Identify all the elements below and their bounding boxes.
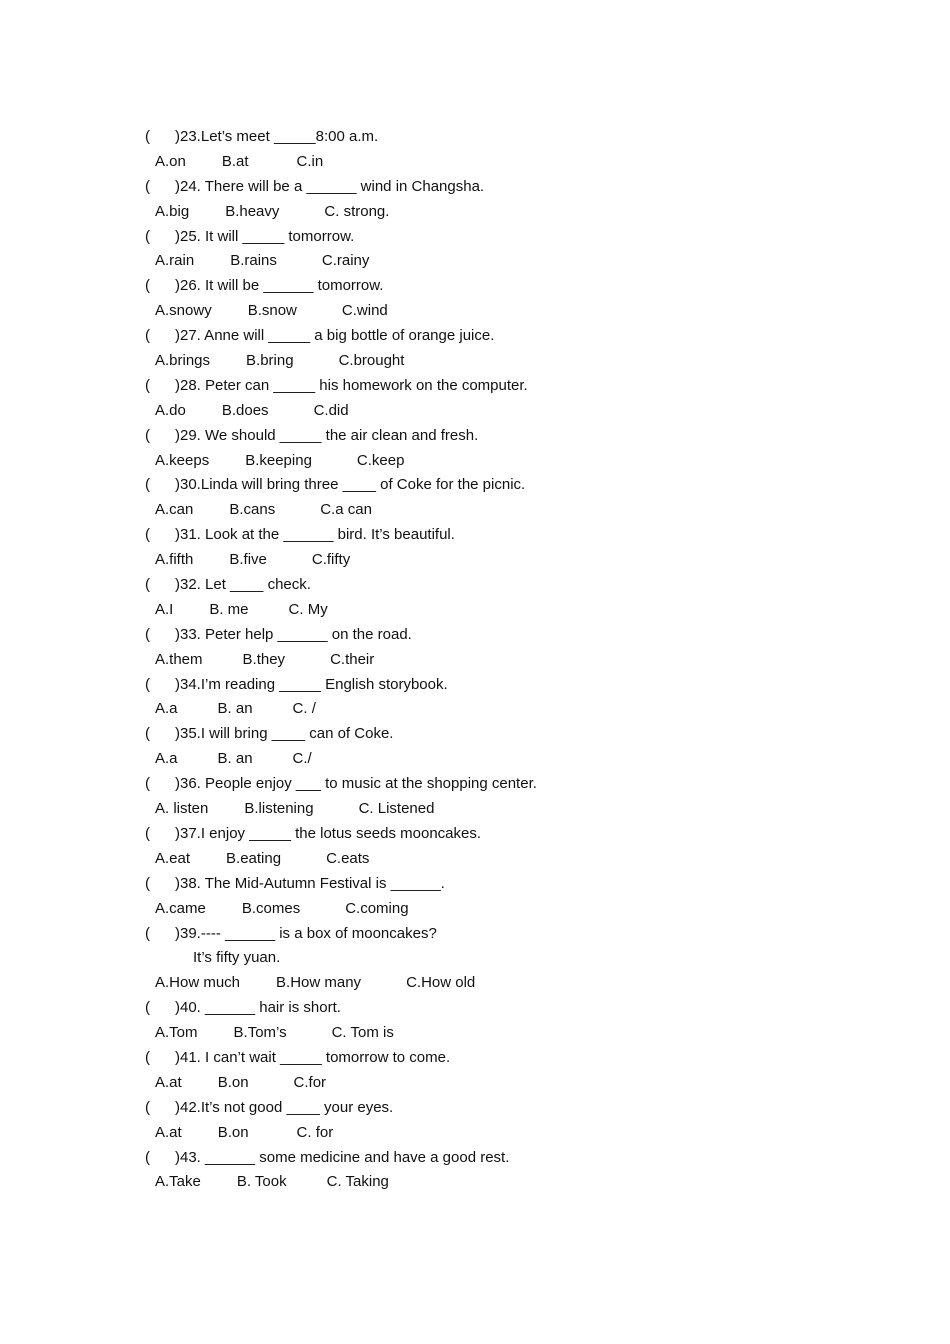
option-a: A.How much (155, 974, 241, 992)
options-row (145, 498, 845, 523)
question-text: )23.Let’s meet _____8:00 a.m. (175, 128, 379, 145)
question-text: )34.I’m reading _____ English storybook. (175, 675, 448, 693)
option-c: C.How old (406, 974, 476, 992)
option-b: B.listening (244, 800, 314, 818)
question-row (145, 473, 845, 498)
option-c: C. / (292, 700, 316, 718)
question-row (145, 274, 845, 299)
options-row (145, 1071, 845, 1096)
question-row (145, 623, 845, 648)
option-c: C.in (296, 152, 324, 170)
question-row (145, 225, 845, 250)
question-text: )31. Look at the ______ bird. It’s beautiful. (175, 526, 455, 544)
question-text: )43. ______ some medicine and have a good rest. (175, 1148, 510, 1166)
option-b: B.bring (246, 352, 294, 370)
option-c: C.did (313, 401, 349, 419)
answer-blank-paren: ( (145, 1148, 150, 1166)
question-row (145, 324, 845, 349)
option-c: C.for (293, 1073, 327, 1091)
answer-blank-paren: ( (145, 775, 150, 793)
answer-blank-paren: ( (145, 476, 150, 494)
option-b: B. me (209, 600, 249, 618)
answer-blank-paren: ( (145, 1048, 150, 1066)
options-row (145, 747, 845, 772)
answer-blank-paren: ( (145, 526, 150, 544)
answer-blank-paren: ( (145, 1098, 150, 1116)
option-a: A.on (155, 152, 186, 170)
option-c: C. Tom is (331, 1024, 394, 1042)
option-a: A.them (155, 650, 203, 668)
option-c: C. strong. (324, 202, 390, 220)
question-row (145, 125, 845, 150)
answer-blank-paren: ( (145, 874, 150, 892)
question-text: )32. Let ____ check. (175, 576, 311, 594)
option-b: B.cans (229, 501, 276, 519)
answer-blank-paren: ( (145, 675, 150, 693)
option-a: A.I (155, 600, 174, 618)
answer-blank-paren: ( (145, 227, 150, 245)
question-row (145, 772, 845, 797)
question-row (145, 722, 845, 747)
question-text: )38. The Mid-Autumn Festival is ______. (175, 874, 445, 892)
answer-blank-paren: ( (145, 277, 150, 295)
option-a: A.came (155, 899, 206, 917)
options-row (145, 1121, 845, 1146)
answer-blank-paren: ( (145, 327, 150, 345)
option-a: A.do (155, 401, 186, 419)
question-row (145, 523, 845, 548)
option-c: C. Listened (358, 800, 435, 818)
option-c: C.rainy (321, 252, 370, 270)
option-c: C.a can (320, 501, 372, 519)
option-b: B.Tom’s (233, 1024, 287, 1042)
question-text: )36. People enjoy ___ to music at the shopping center. (175, 775, 537, 793)
question-text: )41. I can’t wait _____ tomorrow to come. (175, 1048, 451, 1066)
options-row (145, 150, 845, 175)
options-row (145, 897, 845, 922)
answer-blank-paren: ( (145, 725, 150, 743)
answer-blank-paren: ( (145, 824, 150, 842)
option-c: C.eats (326, 849, 370, 867)
answer-blank-paren: ( (145, 924, 150, 942)
options-row (145, 299, 845, 324)
options-row (145, 399, 845, 424)
option-c: C.fifty (311, 551, 351, 569)
answer-blank-paren: ( (145, 128, 150, 145)
options-row (145, 349, 845, 374)
question-text: )37.I enjoy _____ the lotus seeds mooncakes. (175, 824, 482, 842)
question-row (145, 1096, 845, 1121)
question-text: )27. Anne will _____ a big bottle of orange juice. (175, 327, 495, 345)
answer-blank-paren: ( (145, 625, 150, 643)
option-a: A.keeps (155, 451, 210, 469)
answer-blank-paren: ( (145, 576, 150, 594)
options-row (145, 648, 845, 673)
option-c: C. My (288, 600, 328, 618)
question-text: )28. Peter can _____ his homework on the computer. (175, 376, 528, 394)
option-b: B.they (242, 650, 286, 668)
answer-blank-paren: ( (145, 426, 150, 444)
options-row (145, 847, 845, 872)
question-row (145, 1146, 845, 1171)
option-a: A.rain (155, 252, 195, 270)
option-a: A.snowy (155, 302, 212, 320)
options-row (145, 200, 845, 225)
option-a: A.at (155, 1073, 182, 1091)
option-b: B.heavy (225, 202, 280, 220)
question-text: )33. Peter help ______ on the road. (175, 625, 412, 643)
options-row (145, 449, 845, 474)
question-text: )30.Linda will bring three ____ of Coke for the picnic. (175, 476, 526, 494)
option-b: B.rains (230, 252, 277, 270)
question-text: )39.---- ______ is a box of mooncakes? (175, 924, 437, 942)
options-row (145, 548, 845, 573)
option-b: B.snow (247, 302, 297, 320)
option-a: A.brings (155, 352, 211, 370)
option-a: A. listen (155, 800, 209, 818)
question-row (145, 1046, 845, 1071)
question-row (145, 822, 845, 847)
option-a: A.Tom (155, 1024, 198, 1042)
question-row (145, 175, 845, 200)
option-c: C.keep (356, 451, 405, 469)
option-b: B.on (217, 1123, 249, 1141)
option-b: B.does (221, 401, 269, 419)
option-b: B.keeping (245, 451, 312, 469)
option-c: C.their (330, 650, 375, 668)
option-b: B.five (229, 551, 267, 569)
exercise-sheet (145, 125, 845, 1195)
option-a: A.Take (155, 1173, 201, 1191)
option-b: B. an (217, 700, 253, 718)
question-text: )42.It’s not good ____ your eyes. (175, 1098, 394, 1116)
options-row (145, 598, 845, 623)
option-c: C./ (292, 750, 312, 768)
option-a: A.can (155, 501, 194, 519)
question-text: )29. We should _____ the air clean and fresh. (175, 426, 479, 444)
options-row (145, 1170, 845, 1195)
option-b: B.comes (241, 899, 301, 917)
option-b: B.How many (276, 974, 362, 992)
option-b: B. an (217, 750, 253, 768)
options-row (145, 1021, 845, 1046)
question-text: )26. It will be ______ tomorrow. (175, 277, 384, 295)
option-c: C.wind (341, 302, 388, 320)
option-b: B.on (217, 1073, 249, 1091)
option-c: C. for (296, 1123, 334, 1141)
question-row (145, 424, 845, 449)
question-row (145, 374, 845, 399)
option-a: A.fifth (155, 551, 194, 569)
question-text: )24. There will be a ______ wind in Changsha. (175, 177, 485, 195)
options-row (145, 971, 845, 996)
option-a: A.eat (155, 849, 191, 867)
question-row (145, 922, 845, 947)
option-c: C.brought (338, 352, 405, 370)
options-row (145, 249, 845, 274)
answer-blank-paren: ( (145, 177, 150, 195)
option-a: A.a (155, 750, 178, 768)
option-b: B. Took (236, 1173, 287, 1191)
option-a: A.at (155, 1123, 182, 1141)
question-row (145, 996, 845, 1021)
question-text: )40. ______ hair is short. (175, 999, 341, 1017)
options-row (145, 697, 845, 722)
option-b: B.at (221, 152, 249, 170)
option-a: A.a (155, 700, 178, 718)
question-row (145, 573, 845, 598)
option-c: C.coming (345, 899, 409, 917)
question-text: )25. It will _____ tomorrow. (175, 227, 355, 245)
answer-blank-paren: ( (145, 376, 150, 394)
answer-blank-paren: ( (145, 999, 150, 1017)
question-text: )35.I will bring ____ can of Coke. (175, 725, 394, 743)
options-row (145, 797, 845, 822)
option-a: A.big (155, 202, 190, 220)
question-row (145, 673, 845, 698)
option-b: B.eating (226, 849, 282, 867)
question-note: It’s fifty yuan. (193, 949, 281, 967)
question-row (145, 872, 845, 897)
option-c: C. Taking (326, 1173, 389, 1191)
